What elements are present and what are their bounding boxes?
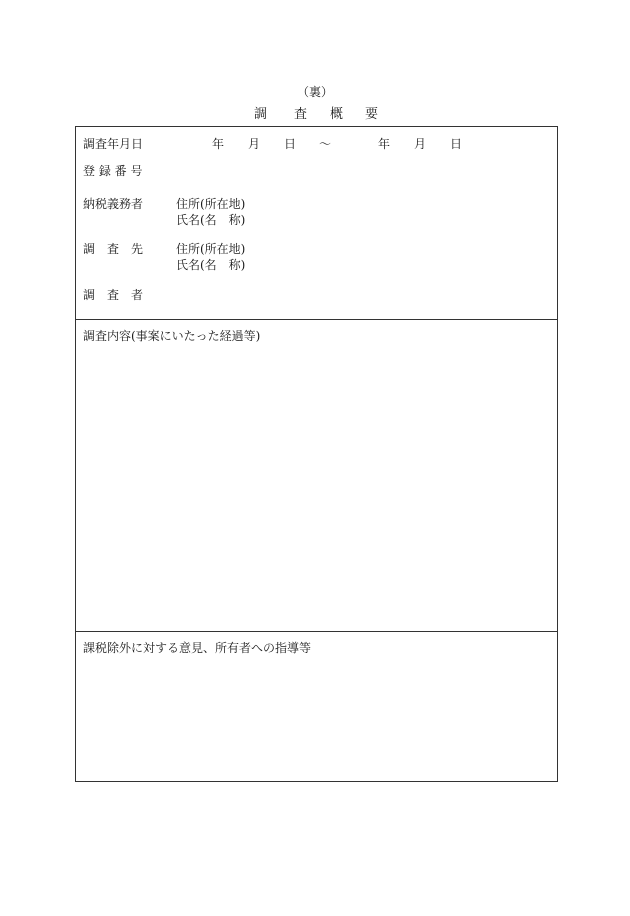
taxpayer-name-label: 氏名(名 称): [176, 213, 246, 227]
form-frame: [75, 126, 558, 782]
title-char-4: 要: [365, 107, 379, 122]
title-char-1: 調: [254, 107, 268, 122]
title-char-2: 査: [294, 107, 308, 122]
title-char-3: 概: [330, 107, 344, 122]
end-year-label: 年: [378, 137, 391, 151]
end-month-label: 月: [414, 137, 427, 151]
investigated-address-label: 住所(所在地): [176, 242, 246, 256]
end-day-label: 日: [450, 137, 463, 151]
investigator-label: 調 査 者: [83, 288, 144, 302]
survey-date-label: 調査年月日: [83, 137, 144, 151]
section-divider-2: [75, 631, 558, 632]
start-year-label: 年: [212, 137, 225, 151]
section-divider-1: [75, 319, 558, 320]
subtitle: （裏）: [296, 85, 333, 99]
investigated-party-label: 調 査 先: [83, 242, 144, 256]
taxpayer-address-label: 住所(所在地): [176, 197, 246, 211]
taxpayer-label: 納税義務者: [83, 197, 144, 211]
start-day-label: 日: [284, 137, 297, 151]
investigated-name-label: 氏名(名 称): [176, 258, 246, 272]
start-month-label: 月: [248, 137, 261, 151]
registration-number-label: 登 録 番 号: [83, 164, 143, 178]
opinion-guidance-label: 課税除外に対する意見、所有者への指導等: [83, 641, 312, 655]
survey-content-label: 調査内容(事案にいたった経過等): [83, 329, 261, 343]
date-range-tilde: 〜: [319, 137, 332, 151]
